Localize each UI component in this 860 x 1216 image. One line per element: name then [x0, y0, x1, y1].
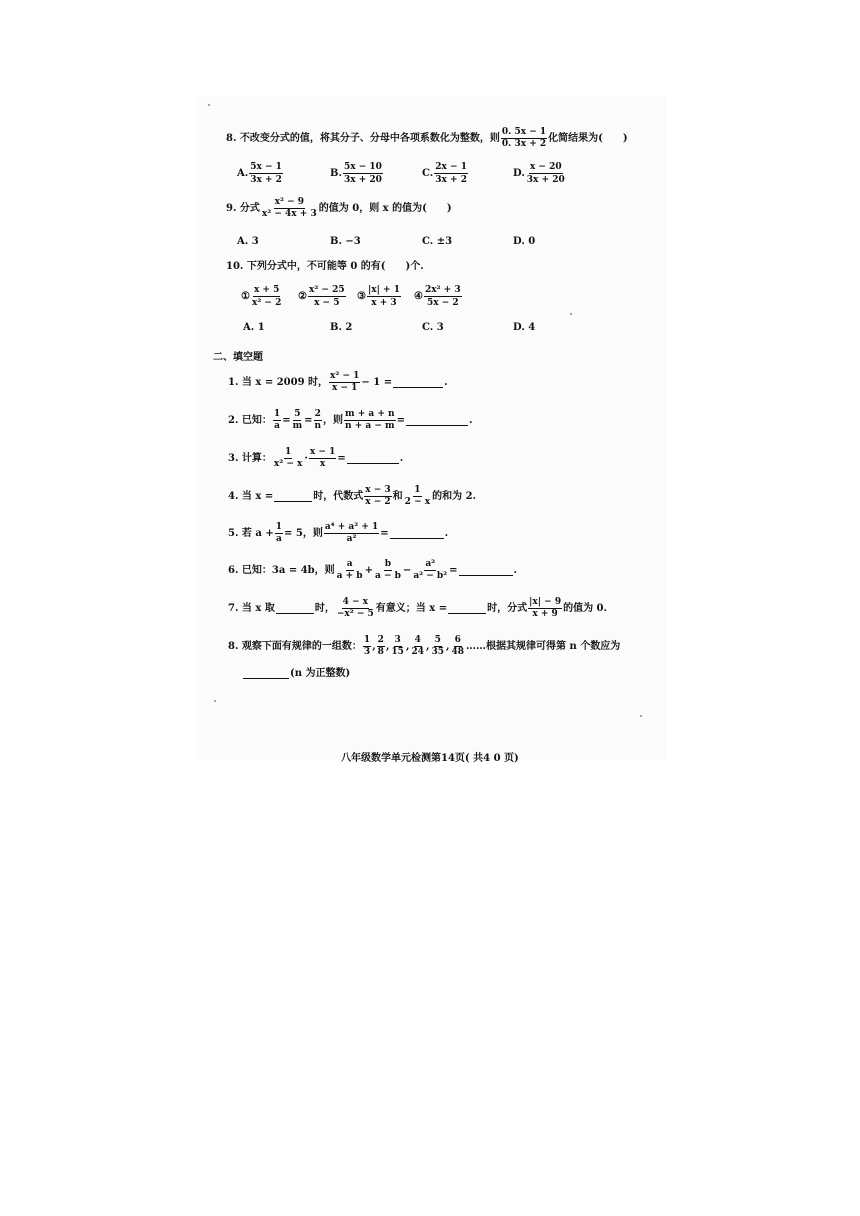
q10-item-4-num: 2x² + 3 — [424, 285, 461, 295]
f5-eq: = — [380, 527, 389, 539]
f5-mid: = 5，则 — [284, 527, 323, 539]
q10-item-2 — [298, 285, 347, 308]
fill-2 — [228, 410, 472, 431]
q10-option-c: C. 3 — [422, 322, 444, 333]
f8-frac-2-den: 8 — [377, 647, 384, 657]
q8-option-c-label: C. — [422, 168, 434, 179]
f8-answer-blank[interactable] — [243, 669, 289, 679]
q10-item-1-mark: ① — [241, 291, 250, 302]
f7-suffix: 的值为 0. — [563, 602, 607, 614]
q10-item-4 — [414, 285, 463, 308]
f2-answer-blank[interactable] — [406, 416, 468, 426]
q8-option-a-den: 3x + 2 — [250, 175, 282, 185]
f6-answer-blank[interactable] — [459, 566, 513, 576]
f5-prefix: 5. 若 a + — [228, 527, 274, 539]
q8-frac-den: 0. 3x + 2 — [501, 139, 547, 149]
section-heading-fill-in: 二、填空题 — [213, 352, 263, 363]
scan-speck — [570, 313, 572, 315]
question-10: 10. 下列分式中，不可能等 0 的有( )个. — [226, 261, 424, 272]
scan-speck — [640, 715, 642, 717]
q9-frac-den: x² − 4x + 3 — [261, 209, 317, 219]
q8-option-c-num: 2x − 1 — [435, 162, 467, 172]
q10-item-3 — [357, 285, 402, 308]
f6-plus: + — [364, 564, 373, 576]
fill-7 — [228, 598, 607, 619]
fill-3 — [228, 448, 403, 469]
f2-eq3: = — [396, 414, 405, 426]
f1-end: . — [444, 376, 448, 388]
f6-prefix: 6. 已知：3a = 4b，则 — [228, 564, 335, 576]
f8-frac-3-den: 15 — [391, 647, 404, 657]
f6-c-num: a² — [425, 559, 436, 569]
q9-suffix: 的值为 0，则 x 的值为( ) — [318, 202, 452, 214]
q9-option-a: A. 3 — [237, 236, 259, 247]
f3-b-den: x — [319, 459, 326, 469]
f8-frac-6-num: 6 — [454, 635, 461, 645]
q9-option-c: C. ±3 — [422, 236, 453, 247]
q8-option-d-label: D. — [513, 168, 525, 179]
q8-option-b-num: 5x − 10 — [343, 162, 382, 172]
f3-a-den: x² − x — [273, 459, 303, 469]
f3-dot: · — [304, 452, 308, 464]
q8-fraction — [501, 128, 547, 149]
q8-option-b — [330, 162, 384, 185]
q10-item-4-mark: ④ — [414, 291, 423, 302]
q10-option-a: A. 1 — [243, 322, 265, 333]
q8-frac-num: 0. 5x − 1 — [501, 127, 547, 137]
f2-d-num: m + a + n — [345, 409, 395, 419]
f6-c-den: a² − b² — [413, 571, 448, 581]
f4-mid2: 和 — [392, 490, 403, 502]
f8-frac-3-num: 3 — [394, 635, 401, 645]
f8-frac-5-num: 5 — [434, 635, 441, 645]
fill-8-line-2 — [242, 669, 350, 679]
q8-option-a — [237, 162, 284, 185]
f2-a-num: 1 — [273, 409, 281, 419]
q8-option-b-label: B. — [330, 168, 342, 179]
scan-speck — [214, 700, 216, 702]
f6-a-den: a + b — [336, 571, 363, 581]
f7-mid2: 有意义；当 x = — [375, 602, 448, 614]
f3-a-num: 1 — [285, 447, 292, 457]
q10-item-3-den: x + 3 — [371, 298, 397, 308]
f7-a-num: 4 − x — [342, 597, 369, 607]
f2-end: . — [468, 414, 473, 426]
q10-item-2-mark: ② — [298, 291, 307, 302]
f3-eq: = — [337, 452, 346, 464]
q10-item-2-den: x − 5 — [314, 298, 340, 308]
f8-frac-5-den: 35 — [431, 647, 444, 657]
f5-a-num: 1 — [275, 522, 283, 532]
q9-option-d: D. 0 — [513, 236, 536, 247]
q8-option-d-num: x − 20 — [529, 162, 562, 172]
f1-prefix: 1. 当 x = 2009 时， — [228, 376, 329, 388]
f5-answer-blank[interactable] — [390, 529, 444, 539]
page-footer: 八年级数学单元检测第14页( 共4 0 页) — [341, 753, 519, 764]
f6-end: . — [513, 564, 518, 576]
f3-end: . — [399, 452, 404, 464]
q10-option-d: D. 4 — [513, 322, 536, 333]
f4-b-num: 1 — [414, 485, 421, 495]
f8-prefix: 8. 观察下面有规律的一组数： — [228, 640, 362, 652]
q8-option-b-den: 3x + 20 — [343, 175, 382, 185]
f5-a-den: a — [275, 534, 282, 544]
f1-answer-blank[interactable] — [393, 378, 443, 388]
q8-option-c — [422, 162, 469, 185]
fill-5 — [228, 523, 448, 544]
q8-option-a-num: 5x − 1 — [250, 162, 282, 172]
q10-item-3-mark: ③ — [357, 291, 366, 302]
f8-suffix: ……根据其规律可得第 n 个数应为 — [466, 640, 621, 652]
f3-b-num: x − 1 — [309, 447, 336, 457]
f2-c-den: n — [314, 421, 322, 431]
f2-b-num: 5 — [294, 409, 301, 419]
q8-option-d-den: 3x + 20 — [526, 175, 565, 185]
f2-b-den: m — [292, 421, 303, 431]
f8-frac-2-num: 2 — [377, 635, 384, 645]
f3-prefix: 3. 计算： — [228, 452, 272, 464]
q8-suffix: 化简结果为( ) — [548, 132, 628, 144]
f7-a-den: −x² − 5 — [336, 609, 374, 619]
f2-eq2: = — [304, 414, 313, 426]
q8-prefix: 8. 不改变分式的值，将其分子、分母中各项系数化为整数，则 — [226, 132, 500, 144]
f1-num: x² − 1 — [330, 371, 360, 381]
question-9 — [226, 198, 452, 219]
f7-mid3: 时，分式 — [487, 602, 528, 614]
f2-mid: ，则 — [323, 414, 344, 426]
f4-suffix: 的和为 2. — [432, 490, 477, 502]
f5-end: . — [444, 527, 449, 539]
f4-prefix: 4. 当 x = — [228, 490, 274, 502]
f3-answer-blank[interactable] — [347, 454, 399, 464]
f1-den: x − 1 — [332, 383, 358, 393]
f6-b-num: b — [384, 559, 392, 569]
fill-1 — [228, 372, 448, 393]
q8-option-d — [513, 162, 567, 185]
f6-eq: = — [449, 564, 458, 576]
f7-b-den: x + 9 — [532, 609, 558, 619]
q10-item-1-den: x² − 2 — [251, 298, 282, 308]
f2-a-den: a — [274, 421, 280, 431]
f4-mid1: 时，代数式 — [313, 490, 364, 502]
f7-b-num: |x| − 9 — [529, 597, 562, 607]
f4-a-num: x − 3 — [365, 485, 391, 495]
f6-minus: − — [402, 564, 412, 576]
f4-answer-blank[interactable] — [274, 492, 312, 502]
f5-b-den: a² — [346, 534, 357, 544]
q10-item-1-num: x + 5 — [253, 285, 280, 295]
f8-frac-6-den: 48 — [451, 647, 464, 657]
fill-6 — [228, 560, 517, 581]
f6-b-den: a − b — [374, 571, 401, 581]
fill-4 — [228, 486, 476, 507]
q10-item-1 — [241, 285, 283, 308]
q8-option-a-label: A. — [237, 168, 249, 179]
f2-c-num: 2 — [314, 409, 321, 419]
q9-frac-num: x² − 9 — [274, 197, 305, 207]
q10-item-4-den: 5x − 2 — [426, 298, 459, 308]
f7-prefix: 7. 当 x 取 — [228, 602, 275, 614]
scan-speck — [208, 104, 210, 106]
f2-eq1: = — [282, 414, 291, 426]
q9-prefix: 9. 分式 — [226, 202, 260, 214]
f8-frac-1-den: 3 — [363, 647, 371, 657]
f4-b-den: 2 − x — [404, 497, 431, 507]
f2-d-den: n + a − m — [345, 421, 395, 431]
f8-line2: (n 为正整数) — [290, 668, 351, 679]
f8-frac-1-num: 1 — [363, 635, 371, 645]
q9-option-b: B. −3 — [330, 236, 361, 247]
f5-b-num: a⁴ + a² + 1 — [324, 522, 379, 532]
q10-item-2-num: x² − 25 — [308, 285, 345, 295]
f7-answer-blank-2[interactable] — [448, 604, 486, 614]
f6-a-num: a — [346, 559, 353, 569]
f4-a-den: x − 2 — [365, 497, 391, 507]
f8-frac-4-den: 24 — [411, 647, 424, 657]
q8-option-c-den: 3x + 2 — [435, 175, 467, 185]
f8-frac-4-num: 4 — [414, 635, 421, 645]
f7-answer-blank-1[interactable] — [276, 604, 314, 614]
f2-prefix: 2. 已知： — [228, 414, 272, 426]
question-8 — [226, 128, 628, 149]
q10-item-3-num: |x| + 1 — [367, 285, 400, 295]
q10-option-b: B. 2 — [330, 322, 353, 333]
f7-mid1: 时， — [314, 602, 335, 614]
f1-suffix: − 1 = — [361, 376, 393, 388]
fill-8: 8. 观察下面有规律的一组数： $\frac{1}{3}$ , $\frac{2}{8}$ , $\frac{3}{15}$ , $\frac{4}{24}$ , $\frac{5}{35}$ , $\frac{6}{48}$ ……根据其规律可得第 n 个数应为 — [228, 635, 621, 657]
